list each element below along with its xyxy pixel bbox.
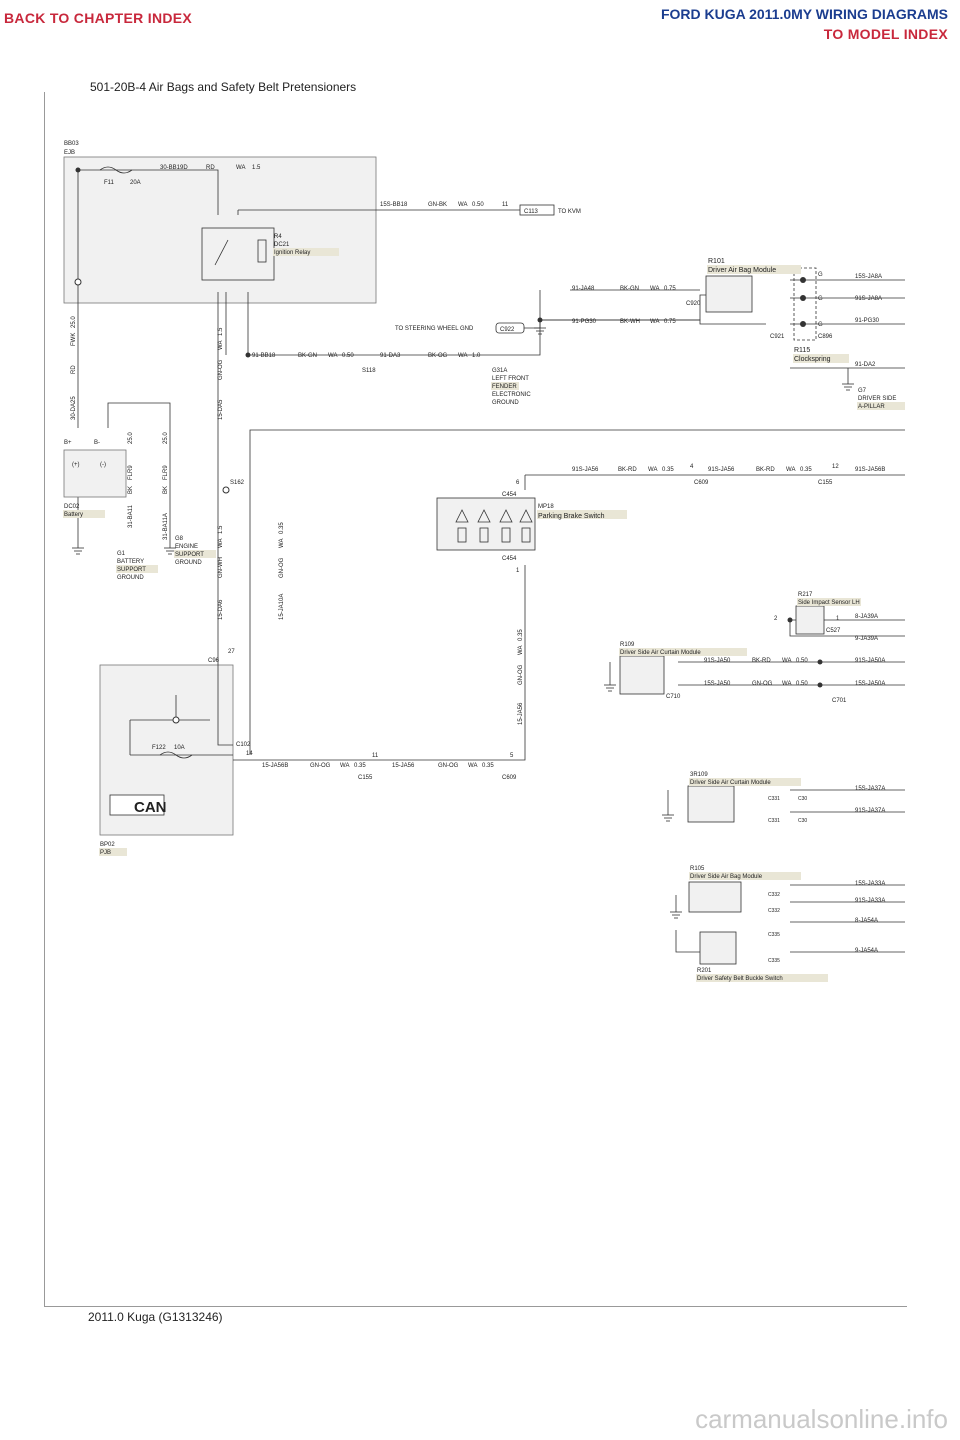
module-r109-name: Driver Side Air Curtain Module [620,650,701,656]
fuse-f11-rating: 20A [130,180,141,186]
sensor-r217-pin-b: 1 [836,616,840,622]
ground-g7-line1: DRIVER SIDE [858,396,897,402]
ejb-id: BB03 [64,141,79,147]
connector-c454-bottom: C454 [502,556,517,562]
wire-15ja56-vert-size: 0.35 [518,629,524,641]
wire-15sbb18-size: 0.50 [472,202,484,208]
wire-91ja48-color2: WA [650,286,660,292]
wire-91pg30-size: 0.75 [664,319,676,325]
wire-15da6-color1: GN-WH [218,557,224,578]
wire-91bb18-size: 0.50 [342,353,354,359]
sensor-r217-conn: C527 [826,628,841,634]
connector-c609-a: C609 [502,775,517,781]
wire-91da3-circuit: 91-DA3 [380,353,401,359]
wire-91sja50-size: 0.50 [796,658,808,664]
g-marker-1: G [818,272,823,278]
fuse-f11-id: F11 [104,180,114,186]
wire-31ba11a-circuit: 31-BA11A [163,513,169,540]
connector-c335-b: C335 [768,958,780,964]
wire-91sja56-b-color2: WA [786,467,796,473]
ground-g8-line1: ENGINE [175,544,199,550]
wire-15sbb18-color2: WA [458,202,468,208]
out-15sja50a: 15S-JA50A [855,681,886,687]
wire-15sbb18-circuit: 15S-BB18 [380,202,408,208]
ground-g31a-id: G31A [492,368,508,374]
pjb-name: PJB [100,850,112,856]
wire-15sja50-circuit: 15S-JA50 [704,681,731,687]
wire-30bb19d-color1: RD [206,165,215,171]
wire-15ja56-vert-color2: WA [518,645,524,655]
wire-15da6-size: 1.5 [218,525,224,534]
wire-30da25-size: 25.0 [71,316,77,328]
g-marker-3: G [818,322,823,328]
ground-g1-line1: BATTERY [117,559,145,565]
ground-g8-id: G8 [175,536,184,542]
module-3r109-id: 3R109 [690,772,708,778]
wire-15ja56-size: 0.35 [482,763,494,769]
wire-91bb18-color1: BK-GN [298,353,318,359]
wire-15ja10a-color1: GN-OG [279,557,285,578]
ground-g7-line2: A-PILLAR [858,404,885,410]
wire-15ja56b-color1: GN-OG [310,763,331,769]
wire-15ja56-vert-color1: GN-OG [518,664,524,685]
connector-c701: C701 [832,698,847,704]
wire-30da25-color2: FWK [71,332,77,346]
can-bus-label: CAN [134,799,167,816]
wire-91sja56-b-size: 0.35 [800,467,812,473]
wire-91sja56-b-circuit: 91S-JA56 [708,467,735,473]
splice-s118: S118 [362,368,376,374]
splice-s162: S162 [230,480,245,486]
module-r105-id: R105 [690,866,705,872]
connector-c331-a: C331 [768,796,780,802]
wire-15ja56b-color2: WA [340,763,350,769]
wire-91sja56-size: 0.35 [662,467,674,473]
wire-15da5-circuit: 15-DA5 [218,399,224,420]
connector-c113-dest: TO KVM [558,209,581,215]
watermark: carmanualsonline.info [695,1404,948,1434]
connector-c896: C896 [818,334,833,340]
wire-30bb19d-color2: WA [236,165,246,171]
connector-c332-a: C332 [768,892,780,898]
page-heading: 501-20B-4 Air Bags and Safety Belt Pretensioners [90,80,357,94]
wire-30bb19d-size: 1.5 [252,165,261,171]
wire-15ja56b-circuit: 15-JA56B [262,763,289,769]
relay-r4-id: R4 [274,234,282,240]
wire-91sja56-color1: BK-RD [618,467,637,473]
out-8ja39a: 8-JA39A [855,614,879,620]
connector-c30-b: C30 [798,818,808,824]
battery-neg-symbol: (-) [100,462,106,468]
wire-15da6-color2: WA [218,538,224,548]
connector-c454-bottom-pin: 1 [516,568,520,574]
battery-pos-terminal: B+ [64,440,72,446]
ground-g1-id: G1 [117,551,126,557]
g-marker-2: G [818,296,823,302]
wire-30bb19d-circuit: 30-BB19D [160,165,188,171]
switch-mp18-id: MP18 [538,504,554,510]
relay-r4-name: Ignition Relay [274,250,311,256]
wire-91pg30-color1: BK-WH [620,319,640,325]
module-r109-id: R109 [620,642,635,648]
module-r105-name: Driver Side Air Bag Module [690,874,763,880]
connector-c922: C922 [500,327,515,333]
wire-15sbb18-pin: 11 [502,202,509,208]
wire-91sja56-color2: WA [648,467,658,473]
connector-c102: C102 [236,742,251,748]
wire-30da25-color1: RD [71,365,77,374]
wire-31ba11-color1: BK [128,485,134,494]
out-91sja33a: 91S-JA33A [855,898,886,904]
connector-c155-b: C155 [818,480,833,486]
battery-name: Battery [64,512,84,518]
pjb-id: BP02 [100,842,115,848]
module-3r109-name: Driver Side Air Curtain Module [690,780,771,786]
wire-91sja50-color2: WA [782,658,792,664]
switch-mp18-name: Parking Brake Switch [538,513,605,520]
out-15sja8a: 15S-JA8A [855,274,883,280]
switch-r201-name: Driver Safety Belt Buckle Switch [697,976,783,982]
out-9ja54a: 9-JA54A [855,948,879,954]
wire-91da3-size: 1.0 [472,353,481,359]
connector-c30-a: C30 [798,796,808,802]
wire-91ja48-color1: BK-GN [620,286,640,292]
connector-c454-top: C454 [502,492,517,498]
ground-g8-line2: SUPPORT [175,552,204,558]
wire-91pg30-color2: WA [650,319,660,325]
ground-g31a-line1: LEFT FRONT [492,376,529,382]
wire-15ja56b-size: 0.35 [354,763,366,769]
ground-g1-line3: GROUND [117,575,144,581]
wire-91pg30-circuit: 91-PG30 [572,319,597,325]
connector-c113: C113 [524,209,538,215]
connector-c609-b-pin: 4 [690,464,694,470]
out-8ja54a: 8-JA54A [855,918,879,924]
wire-15sja50-color1: GN-OG [752,681,773,687]
wire-15ja10a-size: 0.35 [279,522,285,534]
out-15sja37a: 15S-JA37A [855,786,886,792]
wire-15ja56-color1: GN-OG [438,763,459,769]
wire-15sbb18-color1: GN-BK [428,202,448,208]
sensor-r217-pin-a: 2 [774,616,778,622]
wire-15sja50-color2: WA [782,681,792,687]
wire-30da25-circuit: 30-DA25 [71,396,77,420]
connector-c332-b: C332 [768,908,780,914]
wire-91sja50-circuit: 91S-JA50 [704,658,731,664]
ejb-name: EJB [64,150,76,156]
switch-r201-id: R201 [697,968,712,974]
wire-15da5-color1: GN-OG [218,359,224,380]
wire-15ja56-color2: WA [468,763,478,769]
relay-r4-part: DC21 [274,242,290,248]
fuse-f122-rating: 10A [174,745,185,751]
wire-31ba11-size: 25.0 [128,432,134,444]
connector-c96: C96 [208,658,220,664]
wire-31ba11-circuit: 31-BA11 [128,505,134,528]
wire-15ja10a-color2: WA [279,538,285,548]
wire-91da3-color2: WA [458,353,468,359]
clockspring-id: R115 [794,347,811,354]
wire-91da3-color1: BK-OG [428,353,448,359]
out-91sja8a: 91S-JA8A [855,296,883,302]
battery-id: DC02 [64,504,80,510]
ground-g8-line3: GROUND [175,560,202,566]
module-r101-id: R101 [708,258,725,265]
connector-c96-pin: 27 [228,649,235,655]
ground-g7-id: G7 [858,388,867,394]
wire-91sja56-circuit: 91S-JA56 [572,467,599,473]
manual-title: FORD KUGA 2011.0MY WIRING DIAGRAMS [660,6,948,22]
out-91da2: 91-DA2 [855,362,876,368]
wire-91bb18-color2: WA [328,353,338,359]
connector-c331-b: C331 [768,818,780,824]
wire-15sja50-size: 0.50 [796,681,808,687]
out-91sja37a: 91S-JA37A [855,808,886,814]
wire-15da5-size: 1.5 [218,327,224,336]
out-91pg30: 91-PG30 [855,318,880,324]
connector-c155-a-pin: 11 [372,753,379,759]
sensor-r217-name: Side Impact Sensor LH [798,600,860,606]
out-91sja56b: 91S-JA56B [855,467,886,473]
wire-15da6-circuit: 15-DA6 [218,599,224,620]
out-15sja33a: 15S-JA33A [855,881,886,887]
out-91sja50a: 91S-JA50A [855,658,886,664]
connector-c155-a: C155 [358,775,373,781]
connector-c102-pin: 14 [246,751,253,757]
out-9ja39a: 9-JA39A [855,636,879,642]
wire-15ja56-circuit: 15-JA56 [392,763,415,769]
wire-15ja10a-circuit: 15-JA10A [279,593,285,620]
wire-31ba11a-color1: BK [163,485,169,494]
ground-g31a-line4: GROUND [492,400,519,406]
connector-c155-b-pin: 12 [832,464,839,470]
back-to-chapter-index-link[interactable]: BACK TO CHAPTER INDEX [4,10,193,26]
ground-g31a-line3: ELECTRONIC [492,392,531,398]
sensor-r217-id: R217 [798,592,813,598]
wire-91sja50-color1: BK-RD [752,658,771,664]
connector-c609-a-pin: 5 [510,753,514,759]
connector-c921: C921 [770,334,785,340]
steering-wheel-gnd-label: TO STEERING WHEEL GND [395,326,474,332]
wire-31ba11a-size: 25.0 [163,432,169,444]
wire-91ja48-size: 0.75 [664,286,676,292]
fuse-f122-id: F122 [152,745,166,751]
wire-91ja48-circuit: 91-JA48 [572,286,595,292]
wire-91sja56-b-color1: BK-RD [756,467,775,473]
connector-c609-b: C609 [694,480,709,486]
clockspring-name: Clockspring [794,356,831,363]
connector-c454-top-pin: 6 [516,480,520,486]
ground-g1-line2: SUPPORT [117,567,146,573]
wire-31ba11a-color2: FLR9 [163,465,169,480]
wire-15da5-color2: WA [218,340,224,350]
battery-neg-terminal: B- [94,440,100,446]
document-reference: 2011.0 Kuga (G1313246) [88,1310,223,1324]
battery-pos-symbol: (+) [72,462,80,468]
to-model-index-link[interactable]: TO MODEL INDEX [823,26,948,42]
connector-c710: C710 [666,694,681,700]
wire-91bb18-circuit: 91-BB18 [252,353,276,359]
module-r101-name: Driver Air Bag Module [708,267,777,274]
connector-c920: C920 [686,301,701,307]
ground-g31a-line2: FENDER [492,384,517,390]
connector-c335-a: C335 [768,932,780,938]
wire-15ja56-vert-circuit: 15-JA56 [518,702,524,725]
wire-31ba11-color2: FLR9 [128,465,134,480]
